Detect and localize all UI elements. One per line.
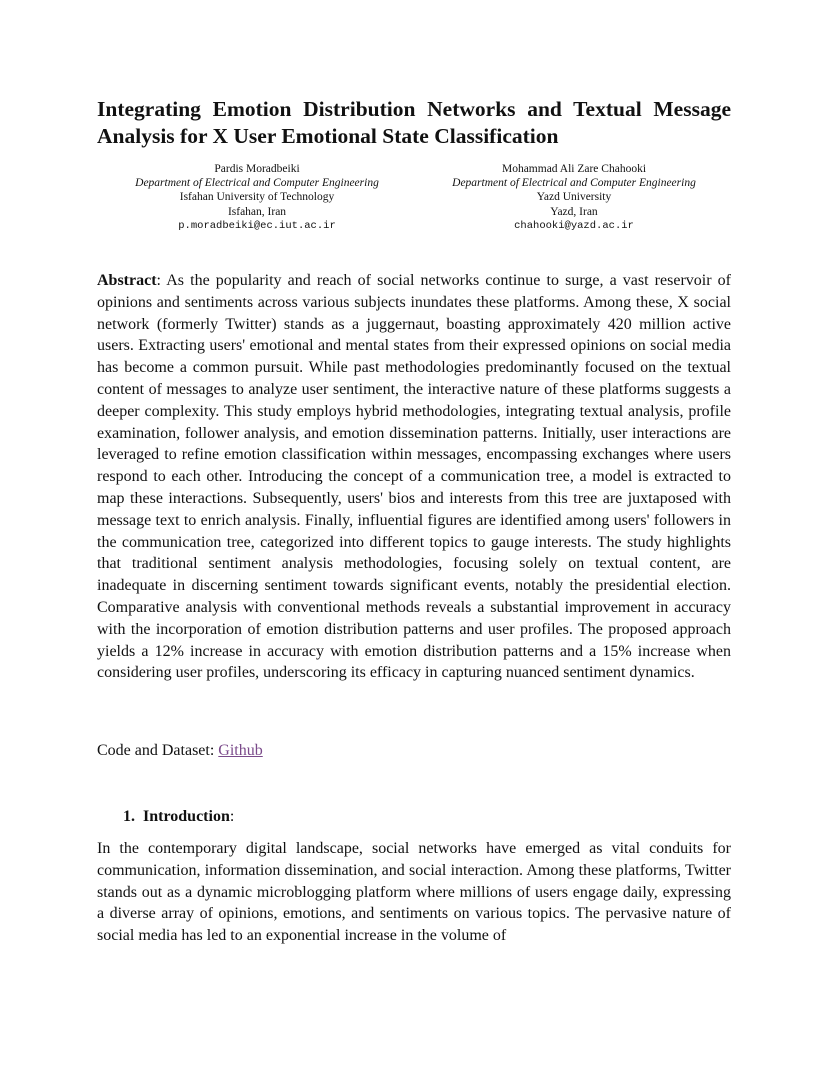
author-institution: Isfahan University of Technology	[179, 191, 335, 204]
author-block-1	[107, 162, 407, 233]
paper-title: Integrating Emotion Distribution Networks and Textual Message Analysis for X User Emotional State Classification	[97, 97, 731, 148]
abstract-paragraph	[97, 270, 731, 684]
abstract-label: Abstract	[97, 272, 157, 289]
author-location: Yazd, Iran	[550, 205, 598, 218]
code-dataset-line	[97, 740, 263, 762]
abstract-text: : As the popularity and reach of social networks continue to surge, a vast reservoir of opinions and sentiments across various subjects inundates these platforms. Among these, X social network (formerly Twitter) stands as a juggernaut, boasting approximately 420 million active users. Extracting users' emotional and mental states from their expressed opinions on social media has become a common pursuit. While past methodologies predominantly focused on the textual content of messages to analyze user sentiment, the interactive nature of these platforms suggests a deeper complexity. This study employs hybrid methodologies, integrating textual analysis, profile examination, follower analysis, and emotion dissemination patterns. Initially, user interactions are leveraged to refine emotion classification within messages, encompassing exchanges where users respond to each other. Introducing the concept of a communication tree, a model is extracted to map these interactions. Subsequently, users' bios and interests from this tree are juxtaposed with message text to enrich analysis. Finally, influential figures are identified among users' followers in the communication tree, categorized into different topics to gauge interests. The study highlights that traditional sentiment analysis methodologies, focusing solely on textual content, are inadequate in discerning sentiment towards significant events, notably the presidential election. Comparative analysis with conventional methods reveals a substantial improvement in accuracy with the incorporation of emotion distribution patterns and user profiles. The proposed approach yields a 12% increase in accuracy with emotion distribution patterns and a 15% increase when considering user profiles, underscoring its efficacy in capturing nuanced sentiment dynamics.	[97, 272, 731, 682]
author-email: chahooki@yazd.ac.ir	[514, 219, 634, 232]
author-location: Isfahan, Iran	[227, 205, 287, 218]
section-colon: :	[229, 808, 235, 825]
section-title: Introduction	[143, 808, 230, 825]
author-department: Department of Electrical and Computer Engineering	[452, 177, 696, 190]
introduction-paragraph: In the contemporary digital landscape, social networks have emerged as vital conduits for communication, information dissemination, and social interaction. Among these platforms, Twitter stands out as a dynamic microblogging platform where millions of users engage daily, expressing a diverse array of opinions, emotions, and sentiments on various topics. The pervasive nature of social media has led to an exponential increase in the volume of	[97, 840, 731, 945]
author-department: Department of Electrical and Computer Engineering	[135, 177, 379, 190]
section-number: 1.	[123, 808, 135, 825]
author-email: p.moradbeiki@ec.iut.ac.ir	[178, 219, 336, 232]
author-name: Pardis Moradbeiki	[214, 163, 300, 175]
github-link[interactable]: Github	[218, 742, 263, 759]
author-institution: Yazd University	[536, 191, 612, 204]
section-heading-introduction	[123, 806, 234, 828]
author-name: Mohammad Ali Zare Chahooki	[501, 163, 647, 175]
code-dataset-label: Code and Dataset:	[97, 742, 219, 759]
author-block-2	[424, 162, 724, 233]
